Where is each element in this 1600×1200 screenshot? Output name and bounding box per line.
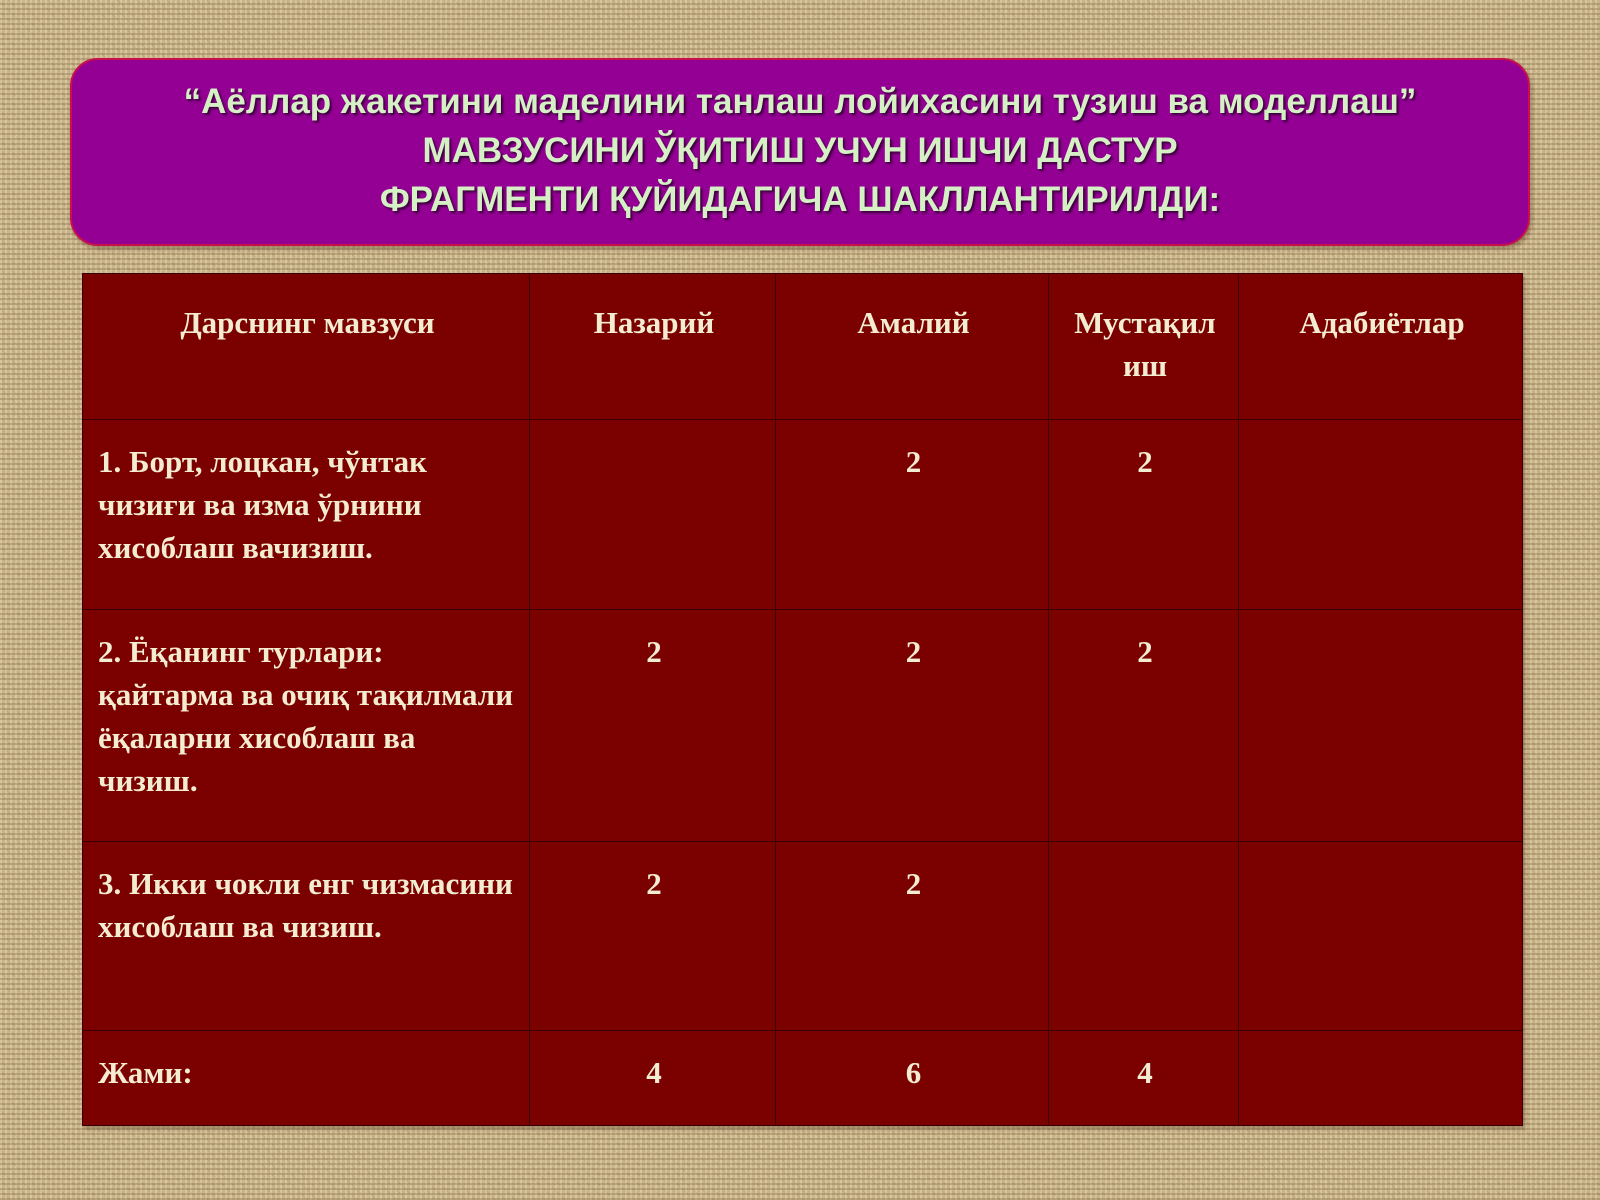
table-total-row	[83, 1031, 1523, 1126]
cell-independent-work	[1049, 842, 1239, 1031]
table-row	[83, 842, 1523, 1031]
cell-theory: 2	[530, 842, 776, 1031]
table-header-row	[83, 274, 1523, 420]
cell-independent-work: 2	[1049, 610, 1239, 842]
cell-topic: 3. Икки чокли енг чизмасини хисоблаш ва чизиш.	[83, 842, 530, 1031]
title-line-3: ФРАГМЕНТИ ҚУЙИДАГИЧА ШАКЛЛАНТИРИЛДИ:	[379, 179, 1221, 219]
curriculum-table	[82, 273, 1523, 1126]
table-row	[83, 610, 1523, 842]
cell-literature	[1239, 420, 1523, 610]
cell-practice: 2	[776, 842, 1049, 1031]
cell-theory: 2	[530, 610, 776, 842]
header-literature: Адабиётлар	[1239, 274, 1523, 420]
cell-topic: 2. Ёқанинг турлари: қайтарма ва очиқ тақилмали ёқаларни хисоблаш ва чизиш.	[83, 610, 530, 842]
title-line-2: МАВЗУСИНИ ЎҚИТИШ УЧУН ИШЧИ ДАСТУР	[422, 130, 1178, 170]
cell-total-literature	[1239, 1031, 1523, 1126]
title-banner	[70, 58, 1530, 246]
cell-practice: 2	[776, 610, 1049, 842]
header-theory: Назарий	[530, 274, 776, 420]
cell-total-practice: 6	[776, 1031, 1049, 1126]
header-practice: Амалий	[776, 274, 1049, 420]
cell-total-independent-work: 4	[1049, 1031, 1239, 1126]
header-independent-work: Мустақил иш	[1049, 274, 1239, 420]
cell-topic: 1. Борт, лоцкан, чўнтак чизиғи ва изма ўрнини хисоблаш вачизиш.	[83, 420, 530, 610]
cell-theory	[530, 420, 776, 610]
cell-independent-work: 2	[1049, 420, 1239, 610]
cell-total-label: Жами:	[83, 1031, 530, 1126]
cell-practice: 2	[776, 420, 1049, 610]
header-topic: Дарснинг мавзуси	[83, 274, 530, 420]
title-line-1: “Аёллар жакетини маделини танлаш лойихасини тузиш ва моделлаш”	[183, 81, 1417, 121]
cell-total-theory: 4	[530, 1031, 776, 1126]
cell-literature	[1239, 610, 1523, 842]
table-row	[83, 420, 1523, 610]
cell-literature	[1239, 842, 1523, 1031]
